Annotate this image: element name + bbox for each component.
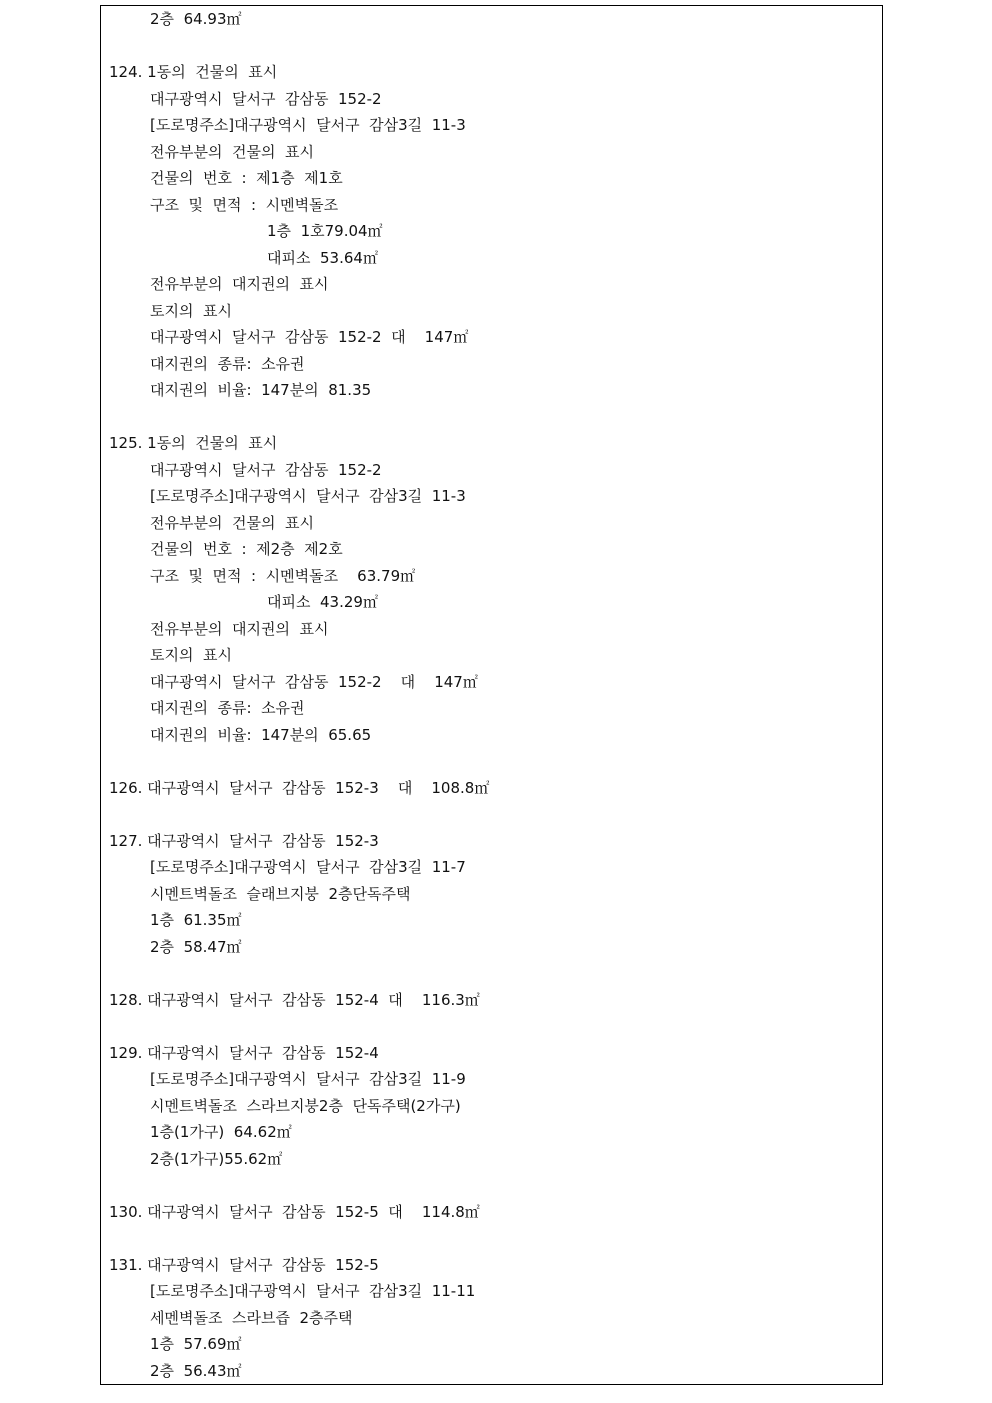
text-line: [도로명주소]대구광역시 달서구 감삼3길 11-7 [150,858,466,876]
text-line: 대구광역시 달서구 감삼동 152-2 대 147㎡ [150,328,469,346]
text-line: 대지권의 종류: 소유권 [150,699,305,717]
text-line: 토지의 표시 [150,301,232,320]
text-line: 대지권의 비율: 147분의 81.35 [150,381,372,399]
text-line: 전유부분의 건물의 표시 [150,513,314,532]
text-line: 2층 56.43㎡ [150,1361,242,1380]
blank-line [101,801,882,828]
text-line: [도로명주소]대구광역시 달서구 감삼3길 11-9 [150,1070,466,1088]
text-line: 128. 대구광역시 달서구 감삼동 152-4 대 116.3㎡ [109,990,480,1009]
text-line: 2층 64.93㎡ [150,10,242,28]
blank-line [101,404,882,431]
text-line: 건물의 번호 : 제1층 제1호 [150,169,343,187]
text-line: 구조 및 면적 : 시멘벽돌조 63.79㎡ [150,566,416,585]
text-line: 대지권의 종류: 소유권 [150,354,305,373]
blank-line [101,33,882,60]
text-line: 대구광역시 달서구 감삼동 152-2 [150,89,382,108]
text-line: [도로명주소]대구광역시 달서구 감삼3길 11-3 [150,487,466,505]
text-line: 127. 대구광역시 달서구 감삼동 152-3 [109,831,379,850]
text-line: 124. 1동의 건물의 표시 [109,63,278,81]
blank-line [101,1225,882,1252]
text-line: 건물의 번호 : 제2층 제2호 [150,540,343,558]
text-line: 131. 대구광역시 달서구 감삼동 152-5 [109,1255,379,1274]
text-line: 전유부분의 대지권의 표시 [150,275,329,293]
text-line: 2층(1가구)55.62㎡ [150,1149,283,1168]
text-line: 대구광역시 달서구 감삼동 152-2 [150,460,382,479]
text-line: 시멘트벽돌조 슬래브지붕 2층단독주택 [150,884,411,903]
text-line: 전유부분의 대지권의 표시 [150,619,329,638]
text-line: 1층 61.35㎡ [150,911,242,929]
text-line: 시멘트벽돌조 스라브지붕2층 단독주택(2가구) [150,1096,461,1115]
blank-line [101,1013,882,1040]
text-line: [도로명주소]대구광역시 달서구 감삼3길 11-11 [150,1282,476,1300]
text-line: 전유부분의 건물의 표시 [150,142,314,161]
blank-line [101,748,882,775]
text-line: 구조 및 면적 : 시멘벽돌조 [150,195,339,214]
blank-line [101,960,882,987]
text-line: 대지권의 비율: 147분의 65.65 [150,725,372,744]
document-page [100,5,883,1385]
text-line: 1층 1호79.04㎡ [267,222,383,240]
text-line: 토지의 표시 [150,646,232,664]
text-line: 125. 1동의 건물의 표시 [109,434,278,452]
text-line: 대피소 43.29㎡ [267,593,378,611]
text-line: 대피소 53.64㎡ [267,248,378,267]
text-line: 129. 대구광역시 달서구 감삼동 152-4 [109,1043,379,1062]
text-line: 2층 58.47㎡ [150,937,242,956]
document-body [101,6,882,1384]
blank-line [101,1172,882,1199]
text-line: [도로명주소]대구광역시 달서구 감삼3길 11-3 [150,116,466,134]
text-line: 세멘벽돌조 스라브즙 2층주택 [150,1308,353,1327]
text-line: 126. 대구광역시 달서구 감삼동 152-3 대 108.8㎡ [109,778,490,797]
text-line: 대구광역시 달서구 감삼동 152-2 대 147㎡ [150,672,478,691]
text-line: 130. 대구광역시 달서구 감삼동 152-5 대 114.8㎡ [109,1202,480,1221]
text-line: 1층 57.69㎡ [150,1335,242,1353]
text-line: 1층(1가구) 64.62㎡ [150,1123,292,1141]
